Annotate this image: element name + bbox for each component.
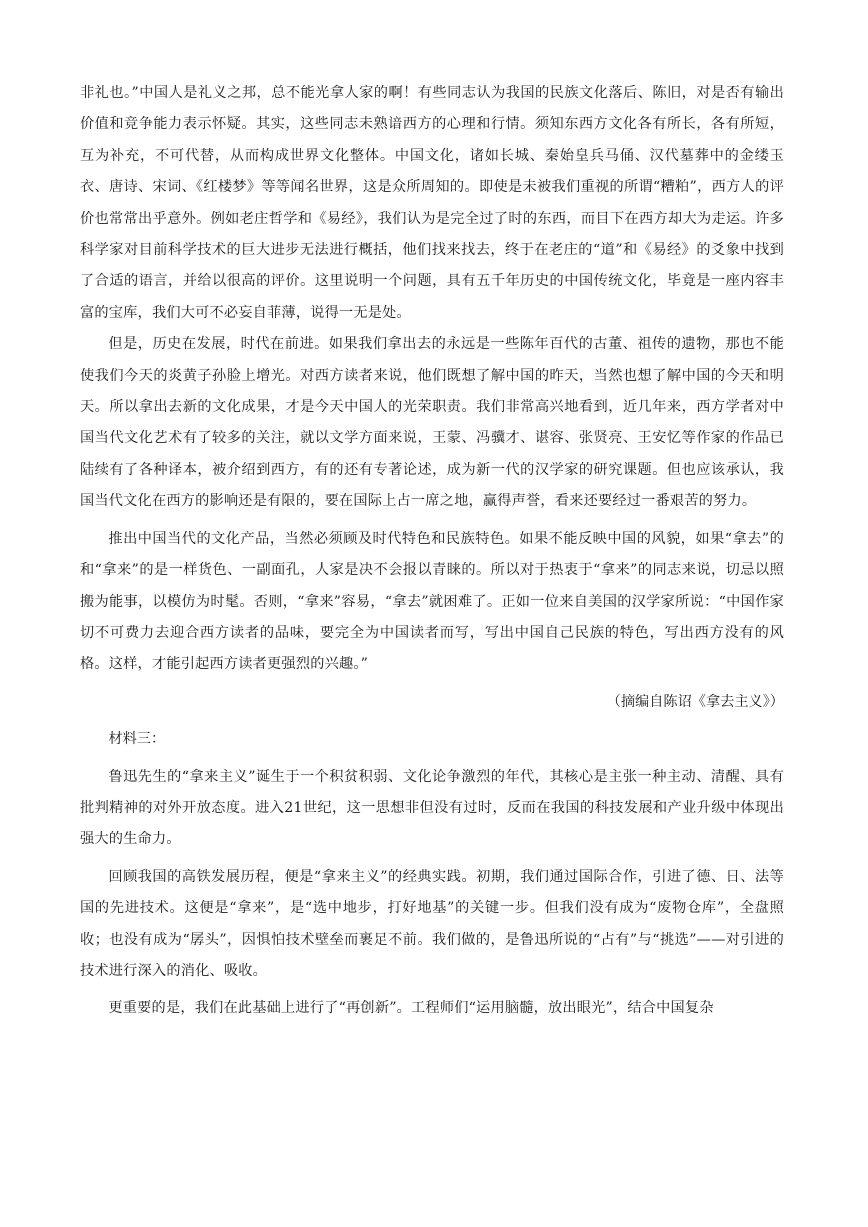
- paragraph: 鲁迅先生的“拿来主义”诞生于一个积贫积弱、文化论争激烈的年代，其核心是主张一种主动、清醒、具有批判精神的对外开放态度。进入21世纪，这一思想非但没有过时，反而在我国的科技发展和产业升级中体现出强大的生命力。: [80, 768, 784, 848]
- document-page: [80, 78, 784, 1025]
- source-attribution: （摘编自陈诏《拿去主义》）: [606, 693, 784, 710]
- paragraph: 推出中国当代的文化产品，当然必须顾及时代特色和民族特色。如果不能反映中国的风貌，如果“拿去”的和“拿来”的是一样货色、一副面孔，人家是决不会报以青睐的。所以对于热衷于“拿来”的同志来说，切忌以照搬为能事，以模仿为时髦。否则，“拿来”容易，“拿去”就困难了。正如一位来自美国的汉学家所说：“中国作家切不可费力去迎合西方读者的品味，要完全为中国读者而写，写出中国自己民族的特色，写出西方没有的风格。这样，才能引起西方读者更强烈的兴趣。”: [80, 530, 784, 673]
- material-label: 材料三：: [108, 731, 166, 748]
- paragraph: 回顾我国的高铁发展历程，便是“拿来主义”的经典实践。初期，我们通过国际合作，引进了德、日、法等国的先进技术。这便是“拿来”，是“选中地步，打好地基”的关键一步。但我们没有成为“废物仓库”，全盘照收；也没有成为“孱头”，因惧怕技术壁垒而裹足不前。我们做的，是鲁迅所说的“占有”与“挑选”——对引进的技术进行深入的消化、吸收。: [80, 868, 784, 979]
- paragraph-continued: 非礼也。”中国人是礼义之邦，总不能光拿人家的啊！有些同志认为我国的民族文化落后、陈旧，对是否有输出价值和竞争能力表示怀疑。其实，这些同志未熟谙西方的心理和行情。须知东西方文化各有所长，各有所短，互为补充，不可代替，从而构成世界文化整体。中国文化，诸如长城、秦始皇兵马俑、汉代墓葬中的金缕玉衣、唐诗、宋词、《红楼梦》等等闻名世界，这是众所周知的。即使是未被我们重视的所谓“糟粕”，西方人的评价也常常出乎意外。例如老庄哲学和《易经》，我们认为是完全过了时的东西，而目下在西方却大为走运。许多科学家对目前科学技术的巨大进步无法进行概括，他们找来找去，终于在老庄的“道”和《易经》的爻象中找到了合适的语言，并给以很高的评价。这里说明一个问题，具有五千年历史的中国传统文化，毕竟是一座内容丰富的宝库，我们大可不必妄自菲薄，说得一无是处。: [80, 85, 784, 321]
- paragraph-truncated: 更重要的是，我们在此基础上进行了“再创新”。工程师们“运用脑髓，放出眼光”，结合中国复杂: [108, 1000, 714, 1017]
- paragraph: 但是，历史在发展，时代在前进。如果我们拿出去的永远是一些陈年百代的古董、祖传的遗物，那也不能使我们今天的炎黄子孙脸上增光。对西方读者来说，他们既想了解中国的昨天，当然也想了解中国的今天和明天。所以拿出去新的文化成果，才是今天中国人的光荣职责。我们非常高兴地看到，近几年来，西方学者对中国当代文化艺术有了较多的关注，就以文学方面来说，王蒙、冯骥才、谌容、张贤亮、王安忆等作家的作品已陆续有了各种译本，被介绍到西方，有的还有专著论述，成为新一代的汉学家的研究课题。但也应该承认，我国当代文化在西方的影响还是有限的，要在国际上占一席之地，赢得声誉，看来还要经过一番艰苦的努力。: [80, 336, 784, 510]
